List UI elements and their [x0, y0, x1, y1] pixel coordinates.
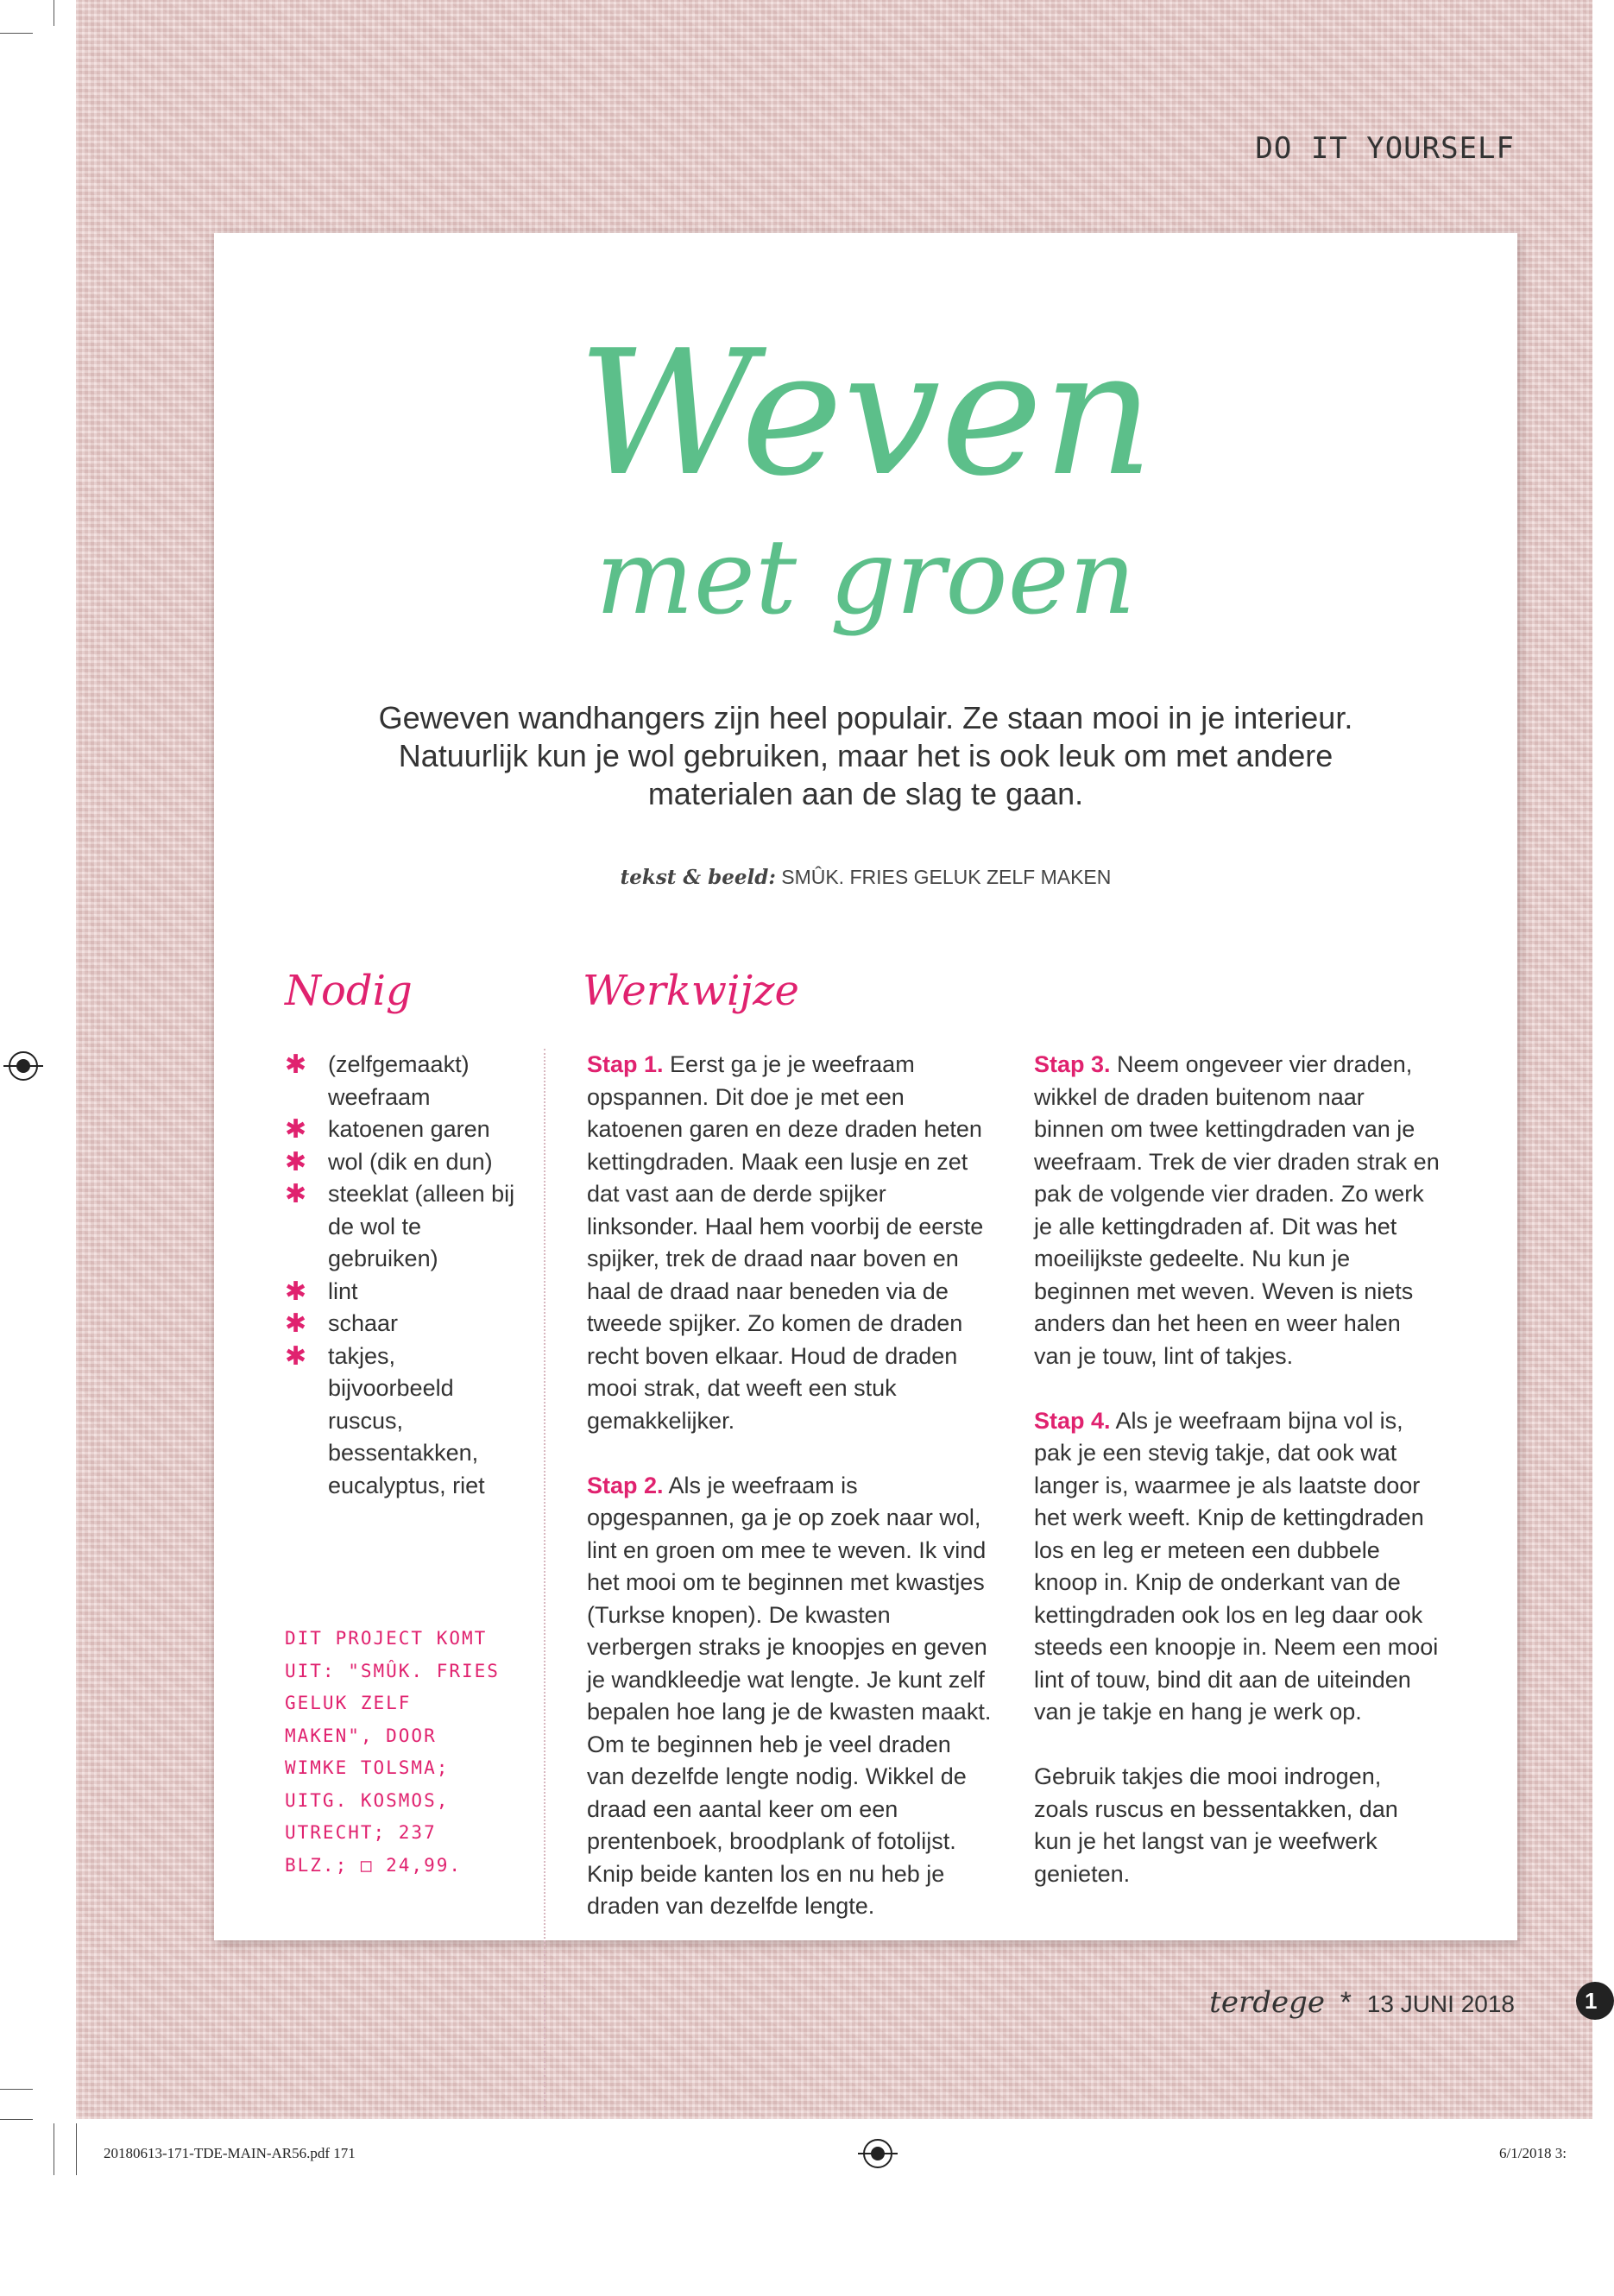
crop-mark [76, 2123, 77, 2175]
page-title: Weven [577, 313, 1154, 514]
needs-list [285, 1049, 518, 1502]
crop-mark [0, 2089, 33, 2090]
list-item: ✱ schaar [285, 1308, 518, 1340]
page-subtitle: met groen [596, 518, 1136, 638]
list-item: ✱ wol (dik en dun) [285, 1146, 518, 1179]
step-label: Stap 2. [587, 1472, 664, 1498]
footer-brand [1209, 1985, 1515, 2020]
asterisk-icon: * [1340, 1986, 1352, 2019]
needs-heading: Nodig [285, 967, 413, 1015]
column-divider [544, 1049, 545, 2115]
step-paragraph: Stap 1. Eerst ga je je weefraam opspannen. Dit doe je met een katoenen garen en deze draden heten kettingdraden. Maak een lusje en zet dat vast aan de derde spijker linksonder. Haal hem voorbij de eerste spijker, trek de draad naar boven en haal de draad naar beneden via de tweede spijker. Zo komen de draden recht boven elkaar. Houd de draden mooi strak, dat weeft een stuk gemakkelijker. [587, 1051, 984, 1434]
step-label: Stap 1. [587, 1051, 664, 1077]
step-paragraph: Stap 3. Neem ongeveer vier draden, wikkel de draden buitenom naar binnen om twee kettingdraden van je weefraam. Trek de vier draden strak en pak de volgende vier draden. Zo werk je alle kettingdraden af. Dit was het moeilijkste gedeelte. Nu kun je beginnen met weven. Weven is niets anders dan het heen en weer halen van je touw, lint of takjes. [1034, 1051, 1440, 1369]
list-item: ✱ katoenen garen [285, 1113, 518, 1146]
asterisk-icon: ✱ [285, 1341, 307, 1371]
method-column-1 [587, 1049, 993, 1955]
registration-mark-icon [863, 2139, 892, 2168]
step-paragraph: Stap 2. Als je weefraam is opgespannen, ga je op zoek naar wol, lint en groen om mee te weven. Ik vind het mooi om te beginnen met kwastjes (Turkse knopen). De kwasten verbergen straks je knoopjes en geven je wandkleedje wat lengte. Je kunt zelf bepalen hoe lang je de kwasten maakt. Om te beginnen heb je veel draden van dezelfde lengte nodig. Wikkel de draad een aantal keer om een prentenboek, broodplank of fotolijst. Knip beide kanten los en nu heb je draden van dezelfde lengte. [587, 1472, 992, 1919]
section-label: DO IT YOURSELF [1255, 131, 1515, 166]
crop-mark [0, 33, 33, 34]
step-label: Stap 4. [1034, 1407, 1111, 1434]
credit-line [214, 866, 1517, 889]
asterisk-icon: ✱ [285, 1050, 307, 1079]
asterisk-icon: ✱ [285, 1115, 307, 1144]
list-item: ✱ steeklat (alleen bij de wol te gebruiken) [285, 1180, 515, 1271]
asterisk-icon: ✱ [285, 1309, 307, 1338]
list-item: ✱ lint [285, 1276, 518, 1309]
magazine-name: terdege [1209, 1985, 1325, 2020]
slug-filename: 20180613-171-TDE-MAIN-AR56.pdf 171 [104, 2145, 356, 2161]
article-card [214, 233, 1517, 1940]
slug-date: 6/1/2018 3: [1499, 2145, 1567, 2161]
credit-value: SMÛK. FRIES GELUK ZELF MAKEN [781, 866, 1112, 888]
intro-paragraph: Geweven wandhangers zijn heel populair. Ze staan mooi in je interieur. Natuurlijk kun je wol gebruiken, maar het is ook leuk om met andere materialen aan de slag te gaan. [378, 700, 1353, 811]
step-label: Stap 3. [1034, 1051, 1111, 1077]
step-paragraph: Stap 4. Als je weefraam bijna vol is, pak je een stevig takje, dat ook wat langer is, waarmee je als laatste door het werk weeft. Knip de kettingdraden los en leg er meteen een dubbele knoop in. Knip de onderkant van de kettingdraden ook los en leg daar ook steeds een knoopje in. Neem een mooi lint of touw, bind dit aan de uiteinden van je takje en hang je werk op. [1034, 1407, 1439, 1725]
asterisk-icon: ✱ [285, 1277, 307, 1306]
registration-mark-icon [9, 1051, 38, 1081]
closing-paragraph: Gebruik takjes die mooi indrogen, zoals ruscus en bessentakken, dan kun je het langst van je weefwerk genieten. [1034, 1763, 1398, 1887]
method-heading: Werkwijze [583, 967, 799, 1015]
book-note: DIT PROJECT KOMT UIT: "SMÛK. FRIES GELUK ZELF MAKEN", DOOR WIMKE TOLSMA; UITG. KOSMOS, UTRECHT; 237 BLZ.; □ 24,99. [285, 1628, 500, 1876]
list-item: ✱ (zelfgemaakt) weefraam [285, 1050, 470, 1110]
crop-mark [0, 2119, 33, 2120]
page-number: 1 [1576, 1982, 1614, 2020]
issue-date: 13 JUNI 2018 [1366, 1990, 1515, 2017]
credit-label: tekst & beeld: [620, 866, 776, 889]
list-item: ✱ takjes, bijvoorbeeld ruscus, bessentakken, eucalyptus, riet [285, 1341, 485, 1498]
asterisk-icon: ✱ [285, 1180, 307, 1208]
asterisk-icon: ✱ [285, 1147, 307, 1176]
method-column-2 [1034, 1049, 1440, 1923]
